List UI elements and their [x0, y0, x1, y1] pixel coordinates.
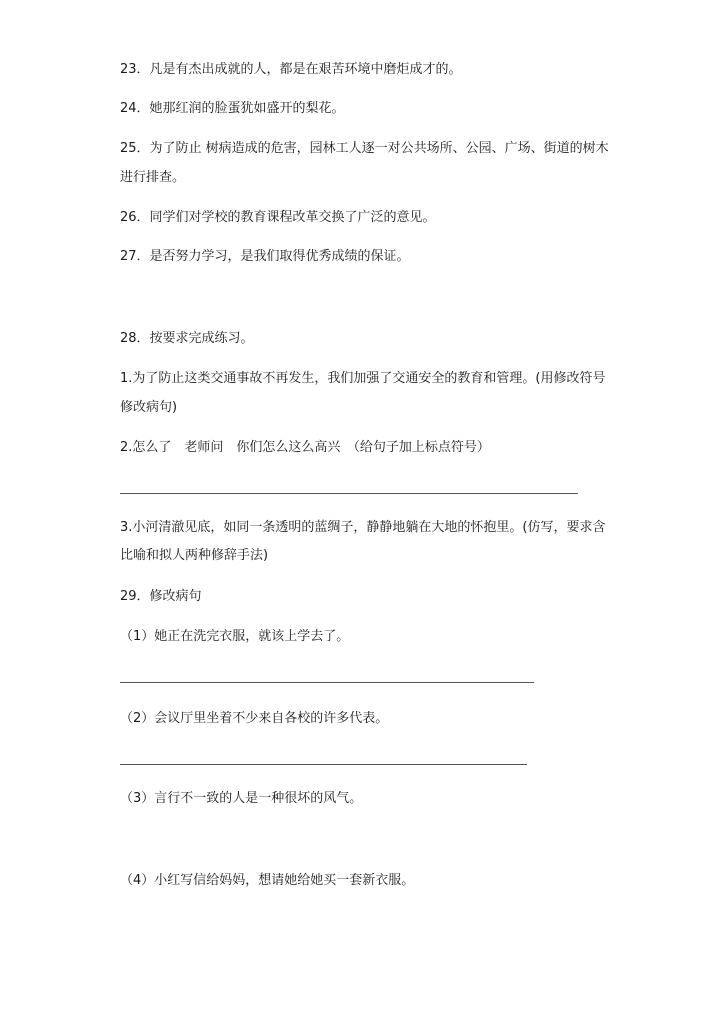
q25-text-line2: 进行排查。 — [120, 170, 186, 185]
q23-text: 23．凡是有杰出成就的人，都是在艰苦环境中磨炬成才的。 — [120, 62, 462, 77]
q27-text: 27．是否努力学习，是我们取得优秀成绩的保证。 — [120, 249, 410, 264]
q29-4-text: （4）小红写信给妈妈，想请她给她买一套新衣服。 — [120, 873, 415, 888]
q29-1-text: （1）她正在洗完衣服，就该上学去了。 — [120, 629, 350, 644]
q28-1-text-line1: 1.为了防止这类交通事故不再发生，我们加强了交通安全的教育和管理。(用修改符号 — [120, 371, 606, 386]
q29-3-text: （3）言行不一致的人是一种很坏的风气。 — [120, 791, 363, 806]
q28-heading: 28．按要求完成练习。 — [120, 331, 254, 346]
q29-2-text: （2）会议厅里坐着不少来自各校的许多代表。 — [120, 711, 389, 726]
answer-line — [120, 682, 534, 683]
q28-3-text-line1: 3.小河清澈见底，如同一条透明的蓝绸子，静静地躺在大地的怀抱里。(仿写，要求含 — [120, 520, 606, 535]
q28-3-text-line2: 比喻和拟人两种修辞手法) — [120, 548, 269, 563]
q26-text: 26．同学们对学校的教育课程改革交换了广泛的意见。 — [120, 210, 436, 225]
q28-2-text: 2.怎么了 老师问 你们怎么这么高兴 （给句子加上标点符号） — [120, 440, 490, 455]
q25-text-line1: 25．为了防止 树病造成的危害，园林工人逐一对公共场所、公园、广场、街道的树木 — [120, 141, 609, 156]
q28-1-text-line2: 修改病句) — [120, 400, 178, 415]
answer-line — [120, 493, 578, 494]
q24-text: 24．她那红润的脸蛋犹如盛开的梨花。 — [120, 101, 345, 116]
answer-line — [120, 764, 527, 765]
q29-heading: 29．修改病句 — [120, 589, 202, 604]
